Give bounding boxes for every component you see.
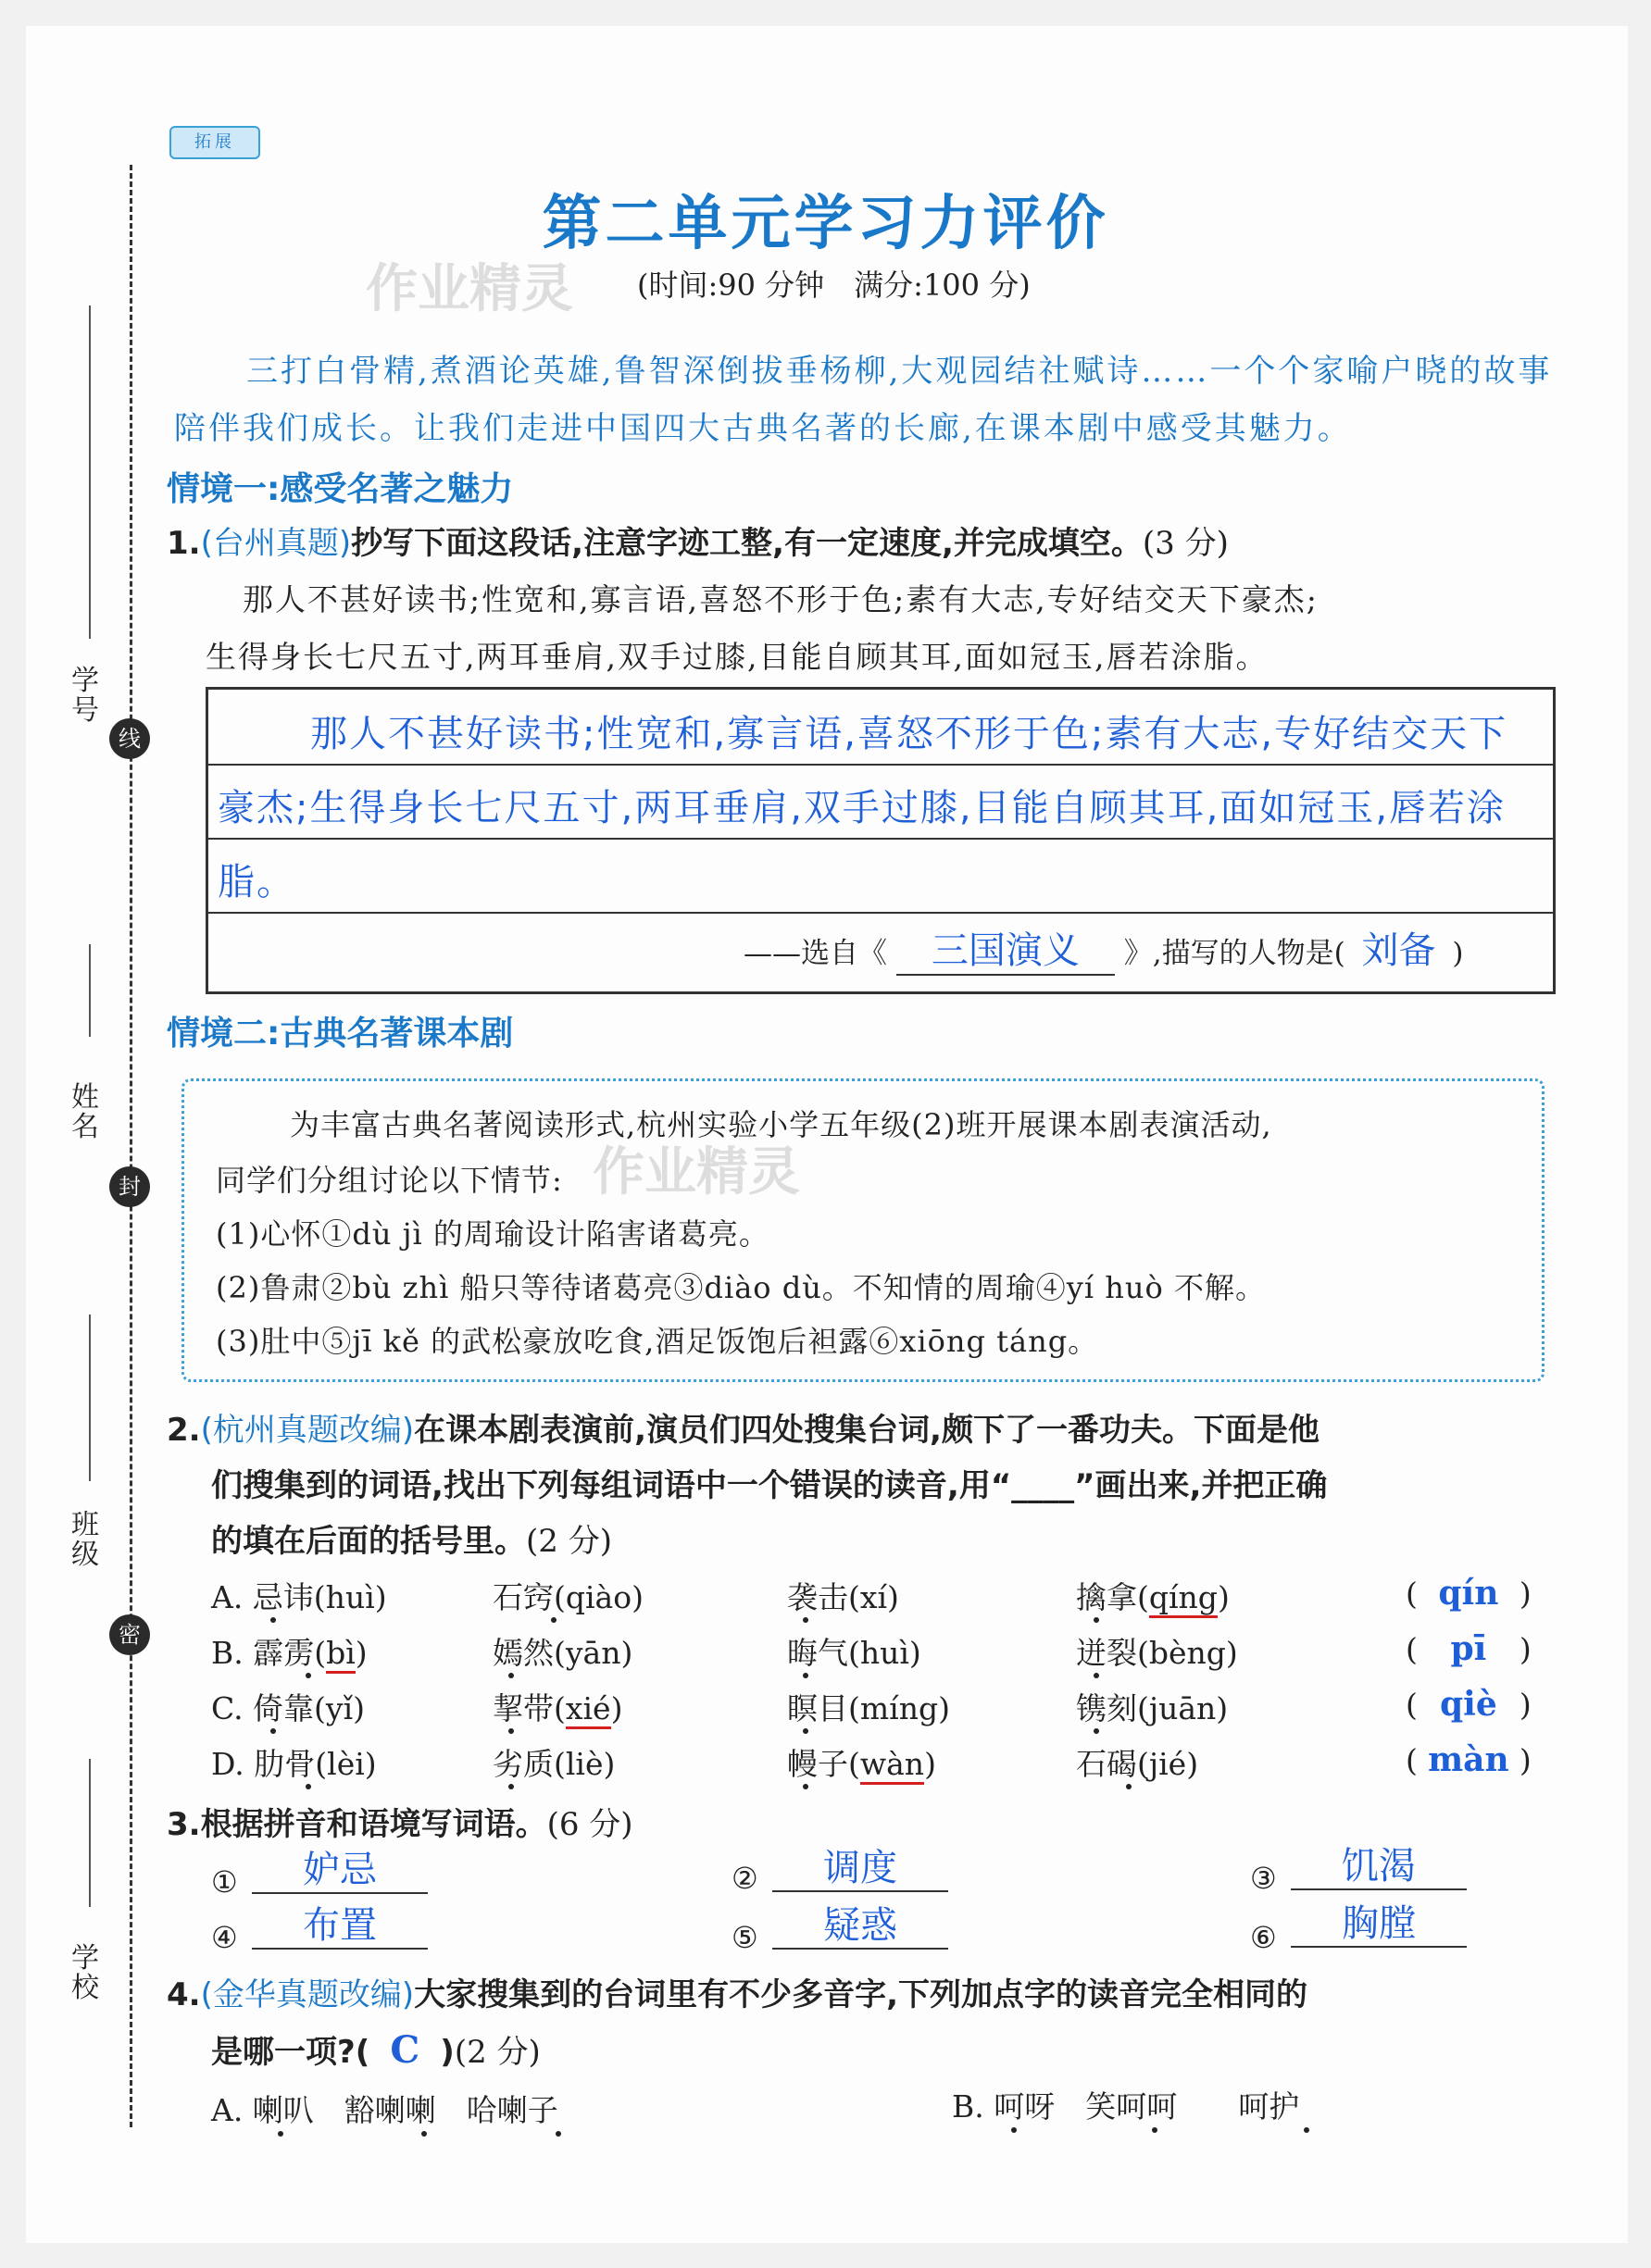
q1-answer-book: 三国演义 xyxy=(896,921,1115,976)
q2-d-2: 劣质(liè) xyxy=(493,1746,616,1782)
q2-b-2: 嫣然(yān) xyxy=(493,1635,633,1671)
q3-label-2: ② xyxy=(732,1861,758,1896)
box-line-5: (3)肚中⑤jī kě 的武松豪放吃食,酒足饭饱后袒露⑥xiōng táng。 xyxy=(216,1324,1099,1359)
q2-a-4-end: ) xyxy=(1217,1579,1230,1615)
q2-b-1-word: B. 霹雳( xyxy=(211,1635,327,1671)
q3-number: 3. xyxy=(167,1806,201,1843)
q1-fill-mid: 》,描写的人物是( xyxy=(1123,937,1345,970)
badge xyxy=(169,126,260,159)
q2-c-2-end: ) xyxy=(610,1690,623,1726)
q2-number: 2. xyxy=(167,1412,201,1449)
emphasis-dot xyxy=(278,2131,283,2137)
q2-d-3-marked: wàn xyxy=(860,1746,924,1785)
q1-fill-prefix: ——选自《 xyxy=(744,937,887,970)
q3-blank-6[interactable]: 胸膛 xyxy=(1291,1901,1467,1948)
q2-a-1: A. 忌讳(huì) xyxy=(211,1579,387,1615)
q4-option-a: A. 喇叭 豁喇喇 哈喇子 xyxy=(211,2092,558,2128)
question-3 xyxy=(167,1796,633,1853)
q2-c-1: C. 倚靠(yǐ) xyxy=(211,1690,365,1726)
scene-1-heading: 情境一:感受名著之魅力 xyxy=(167,470,514,508)
page-subtitle: (时间:90 分钟 满分:100 分) xyxy=(637,268,1031,303)
q2-a-4-word: 擒拿( xyxy=(1076,1579,1149,1615)
q2-text-2: 们搜集到的词语,找出下列每组词语中一个错误的读音,用“____”画出来,并把正确 xyxy=(211,1467,1328,1504)
emphasis-dot xyxy=(1094,1617,1099,1623)
q3-blank-3[interactable]: 饥渴 xyxy=(1291,1844,1467,1890)
q2-d-paren: ( màn ) xyxy=(1406,1740,1532,1779)
scene-2-heading: 情境二:古典名著课本剧 xyxy=(167,1015,514,1053)
xuehao-line xyxy=(89,305,91,639)
q1-text: 抄写下面这段话,注意字迹工整,有一定速度,并完成填空。 xyxy=(351,525,1143,562)
q2-points: (2 分) xyxy=(526,1523,612,1560)
xuexiao-line xyxy=(89,1759,91,1907)
q4-text-line-2 xyxy=(211,2022,541,2081)
q2-d-answer: màn xyxy=(1428,1740,1509,1779)
q2-b-answer: pī xyxy=(1450,1629,1487,1668)
mark-xian: 线 xyxy=(109,718,150,759)
q2-c-paren: ( qiè ) xyxy=(1406,1685,1532,1724)
q1-copy-box[interactable] xyxy=(206,687,1556,994)
emphasis-dot xyxy=(421,2131,427,2137)
q2-a-2: 石窍(qiào) xyxy=(493,1579,644,1615)
emphasis-dot xyxy=(1126,1784,1132,1789)
q2-c-2-word: 挈带( xyxy=(493,1690,566,1726)
q2-b-paren: ( pī ) xyxy=(1406,1629,1532,1668)
mark-feng: 封 xyxy=(109,1166,150,1207)
q2-b-1-marked: bì xyxy=(326,1635,356,1674)
q1-passage-line-2: 生得身长七尺五寸,两耳垂肩,双手过膝,目能自顾其耳,面如冠玉,唇若涂脂。 xyxy=(206,639,1269,675)
mark-mi: 密 xyxy=(109,1614,150,1655)
q3-text: 根据拼音和语境写词语。 xyxy=(200,1806,547,1843)
emphasis-dot xyxy=(270,1728,276,1734)
q4-number: 4. xyxy=(167,1976,201,2013)
q2-source: (杭州真题改编) xyxy=(200,1412,415,1449)
q3-label-6: ⑥ xyxy=(1250,1920,1277,1955)
q3-label-1: ① xyxy=(211,1864,238,1900)
q2-d-3 xyxy=(787,1740,936,1784)
emphasis-dot xyxy=(551,1617,557,1623)
box-line-1: 为丰富古典名著阅读形式,杭州实验小学五年级(2)班开展课本剧表演活动, xyxy=(290,1107,1272,1142)
emphasis-dot xyxy=(1011,2127,1017,2133)
q4-text-2-end: ) xyxy=(440,2034,455,2071)
intro-paragraph: 三打白骨精,煮酒论英雄,鲁智深倒拔垂杨柳,大观园结社赋诗……一个个家喻户晓的故事陪伴我们成长。让我们走进中国四大古典名著的长廊,在课本剧中感受其魅力。 xyxy=(174,353,1553,447)
q4-points: (2 分) xyxy=(454,2034,541,2071)
q4-text-2: 是哪一项?( xyxy=(211,2034,370,2071)
q2-a-answer: qín xyxy=(1438,1574,1499,1613)
emphasis-dot xyxy=(508,1673,514,1678)
emphasis-dot xyxy=(270,1617,276,1623)
emphasis-dot xyxy=(1094,1728,1099,1734)
q4-answer: C xyxy=(390,2028,420,2072)
emphasis-dot xyxy=(803,1617,808,1623)
q2-c-answer: qiè xyxy=(1439,1685,1497,1724)
q2-c-4: 镌刻(juān) xyxy=(1076,1690,1229,1726)
q2-a-4-marked: qíng xyxy=(1149,1579,1218,1618)
emphasis-dot xyxy=(508,1728,514,1734)
label-banji: 班级 xyxy=(71,1509,99,1571)
watermark: 作业精灵 xyxy=(366,259,573,319)
emphasis-dot xyxy=(306,1673,311,1678)
q2-text-line-2 xyxy=(211,1457,1327,1514)
emphasis-dot xyxy=(508,1784,514,1789)
q3-label-3: ③ xyxy=(1250,1861,1277,1896)
scenario-box xyxy=(181,1078,1545,1382)
q2-b-4: 迸裂(bèng) xyxy=(1076,1635,1238,1671)
q2-a-3: 袭击(xí) xyxy=(787,1579,899,1615)
q2-d-1: D. 肋骨(lèi) xyxy=(211,1746,377,1782)
binding-dashed-line xyxy=(130,165,132,2127)
q2-b-1-end: ) xyxy=(355,1635,368,1671)
emphasis-dot xyxy=(1152,2127,1157,2133)
xingming-line xyxy=(89,944,91,1037)
watermark-2: 作业精灵 xyxy=(593,1142,800,1203)
q1-fill-suffix: ) xyxy=(1452,937,1464,970)
page-title: 第二单元学习力评价 xyxy=(542,190,1109,258)
q2-d-3-word: 幔子( xyxy=(787,1746,860,1782)
banji-line xyxy=(89,1315,91,1481)
q2-text-line-3 xyxy=(211,1513,612,1570)
emphasis-dot xyxy=(1304,2127,1309,2133)
q3-blank-1[interactable]: 妒忌 xyxy=(252,1848,428,1894)
q1-fill-line xyxy=(744,921,1464,976)
q4-option-b: B. 呵呀 笑呵呵 呵护 xyxy=(952,2088,1300,2125)
badge-label: 拓展 xyxy=(194,132,235,152)
q1-points: (3 分) xyxy=(1142,525,1229,562)
q2-c-2-marked: xié xyxy=(566,1690,611,1729)
box-line-2: 同学们分组讨论以下情节: xyxy=(216,1163,563,1198)
q3-points: (6 分) xyxy=(546,1806,633,1843)
q2-b-1 xyxy=(211,1629,368,1673)
q3-blank-2[interactable]: 调度 xyxy=(772,1846,948,1892)
emphasis-dot xyxy=(556,2131,561,2137)
emphasis-dot xyxy=(803,1784,808,1789)
emphasis-dot xyxy=(1094,1673,1099,1678)
emphasis-dot xyxy=(803,1728,808,1734)
q2-d-4: 石碣(jié) xyxy=(1076,1746,1199,1782)
emphasis-dot xyxy=(306,1784,311,1789)
label-xuexiao: 学校 xyxy=(71,1942,99,2004)
q2-c-2 xyxy=(493,1685,622,1728)
q1-handwritten-answer: 那人不甚好读书;性宽和,寡言语,喜怒不形于色;素有大志,专好结交天下豪杰;生得身长七尺五寸,两耳垂肩,双手过膝,目能自顾其耳,面如冠玉,唇若涂脂。 xyxy=(218,713,1508,903)
q2-d-3-end: ) xyxy=(924,1746,936,1782)
q2-c-3: 瞑目(míng) xyxy=(787,1690,950,1726)
emphasis-dot xyxy=(803,1673,808,1678)
q3-label-4: ④ xyxy=(211,1920,238,1955)
q2-b-3: 晦气(huì) xyxy=(787,1635,921,1671)
q2-text-1: 在课本剧表演前,演员们四处搜集台词,颇下了一番功夫。下面是他 xyxy=(414,1412,1320,1449)
label-xingming: 姓名 xyxy=(71,1081,99,1143)
q1-answer-person: 刘备 xyxy=(1361,929,1436,972)
question-4 xyxy=(167,1966,1556,2024)
box-line-4: (2)鲁肃②bù zhì 船只等待诸葛亮③diào dù。不知情的周瑜④yí huò 不解。 xyxy=(216,1270,1266,1305)
box-line-3: (1)心怀①dù jì 的周瑜设计陷害诸葛亮。 xyxy=(216,1216,769,1252)
q2-text-3: 的填在后面的括号里。 xyxy=(211,1523,526,1560)
label-xuehao: 学号 xyxy=(71,665,99,727)
q4-source: (金华真题改编) xyxy=(200,1976,415,2013)
q1-number: 1. xyxy=(167,525,201,562)
q3-label-5: ⑤ xyxy=(732,1920,758,1955)
q2-a-paren: ( qín ) xyxy=(1406,1574,1532,1613)
q3-blank-5[interactable]: 疑惑 xyxy=(772,1903,948,1950)
question-1 xyxy=(167,515,1556,572)
q3-blank-4[interactable]: 布置 xyxy=(252,1903,428,1950)
q1-passage-line-1: 那人不甚好读书;性宽和,寡言语,喜怒不形于色;素有大志,专好结交天下豪杰; xyxy=(243,581,1319,617)
q4-text-1: 大家搜集到的台词里有不少多音字,下列加点字的读音完全相同的 xyxy=(414,1976,1308,2013)
q1-source: (台州真题) xyxy=(200,525,352,562)
question-2 xyxy=(167,1402,1556,1459)
q2-a-4 xyxy=(1076,1574,1230,1617)
